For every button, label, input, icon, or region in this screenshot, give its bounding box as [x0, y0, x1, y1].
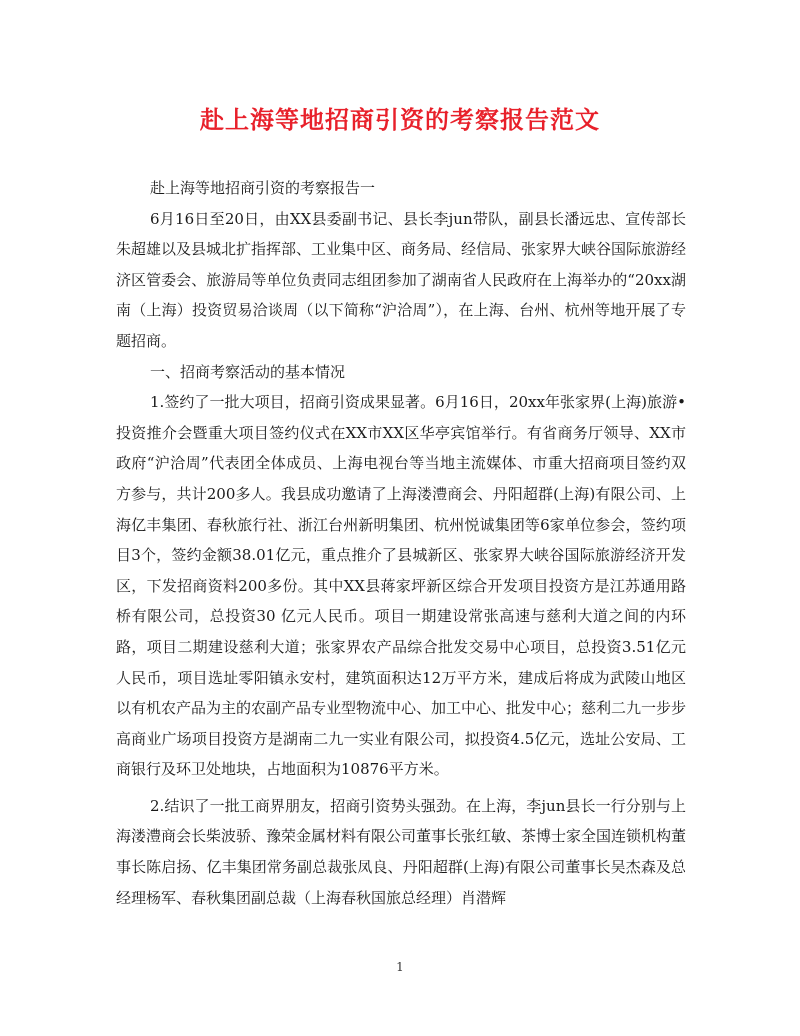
page-number: 1 — [396, 960, 404, 974]
item-1-paragraph: 1.签约了一批大项目，招商引资成果显著。6月16日，20xx年张家界(上海)旅游•投资推介会暨重大项目签约仪式在XX市XX区华亭宾馆举行。有省商务厅领导、XX市政府“沪洽周”代表团全体成员、上海电视台等当地主流媒体、市重大招商项目签约双方参与，共计200多人。我县成功邀请了上海溇澧商会、丹阳超群(上海)有限公司、上海亿丰集团、春秋旅行社、浙江台州新明集团、杭州悦诚集团等6家单位参会，签约项目3个，签约金额38.01亿元，重点推介了县城新区、张家界大峡谷国际旅游经济开发区，下发招商资料200多份。其中XX县蒋家坪新区综合开发项目投资方是江苏通用路桥有限公司，总投资30 亿元人民币。项目一期建设常张高速与慈利大道之间的内环路，项目二期建设慈利大道；张家界农产品综合批发交易中心项目，总投资3.51亿元人民币，项目选址零阳镇永安村，建筑面积达12万平方米，建成后将成为武陵山地区以有机农产品为主的农副产品专业型物流中心、加工中心、批发中心；慈利二九一步步高商业广场项目投资方是湖南二九一实业有限公司，拟投资4.5亿元，选址公安局、工商银行及环卫处地块，占地面积为10876平方米。 — [116, 393, 687, 779]
document-body — [116, 173, 686, 913]
item-2-paragraph: 2.结识了一批工商界朋友，招商引资势头强劲。在上海，李jun县长一行分别与上海溇澧商会长柴波骄、豫荣金属材料有限公司董事长张红敏、茶博士家全国连锁机构董事长陈启扬、亿丰集团常务副总裁张凤良、丹阳超群(上海)有限公司董事长吴杰森及总经理杨军、春秋集团副总裁（上海春秋国旅总经理）肖潜辉 — [116, 796, 687, 907]
report-subtitle: 赴上海等地招商引资的考察报告一 — [150, 179, 376, 197]
section-heading: 一、招商考察活动的基本情况 — [150, 362, 346, 381]
document-title: 赴上海等地招商引资的考察报告范文 — [200, 105, 600, 134]
intro-paragraph: 6月16日至20日，由XX县委副书记、县长李jun带队，副县长潘远忠、宣传部长朱超雄以及县城北扩指挥部、工业集中区、商务局、经信局、张家界大峡谷国际旅游经济区管委会、旅游局等单位负责同志组团参加了湖南省人民政府在上海举办的“20xx湖南（上海）投资贸易洽谈周（以下简称“沪洽周”），在上海、台州、杭州等地开展了专题招商。 — [116, 209, 687, 350]
